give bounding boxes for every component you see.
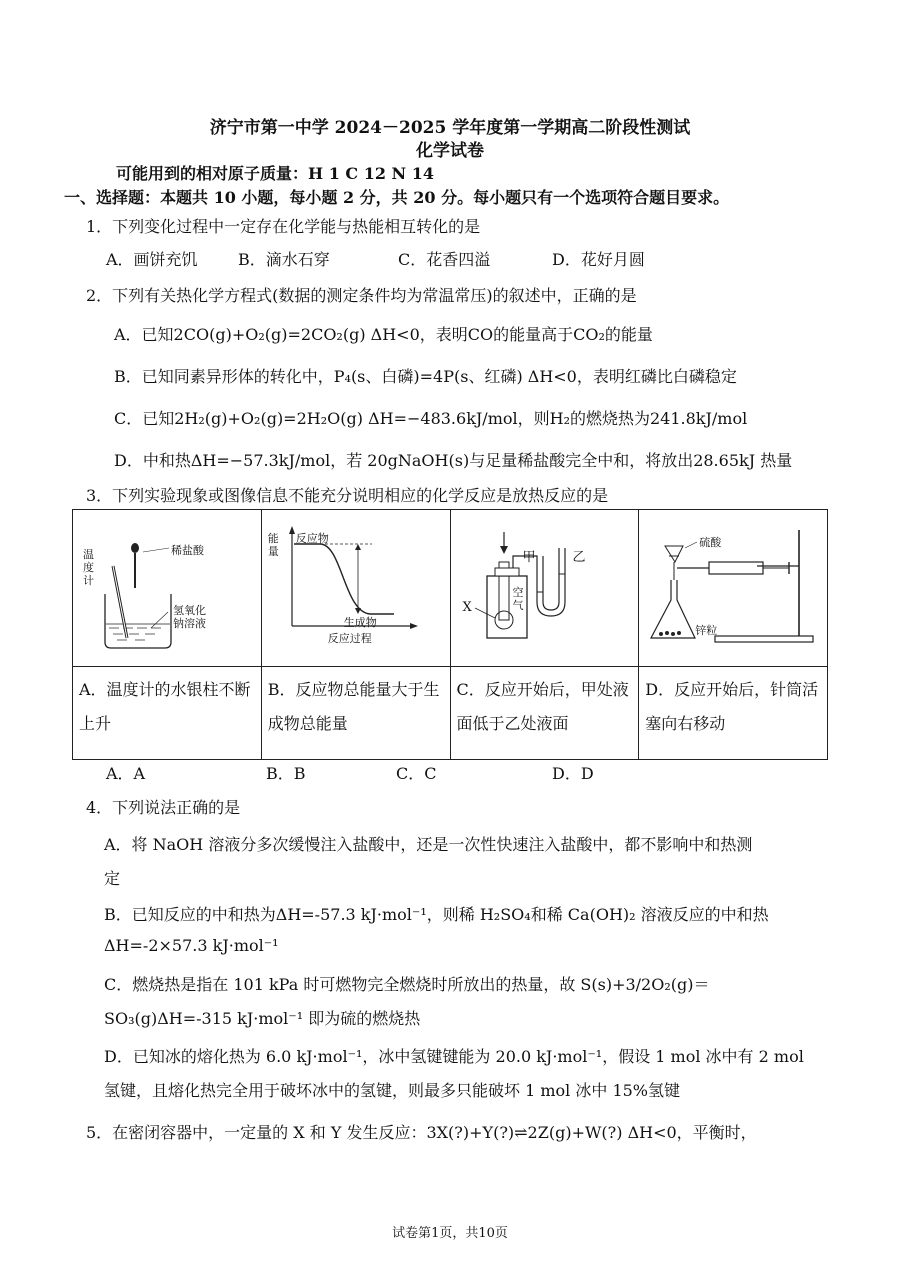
product-label: 生成物 <box>343 616 377 629</box>
q2-stem: 2．下列有关热化学方程式(数据的测定条件均为常温常压)的叙述中，正确的是 <box>86 286 637 305</box>
q1-option-a: A．画饼充饥 <box>106 250 198 269</box>
q3-figure-b <box>261 510 450 667</box>
yi-label: 乙 <box>572 550 586 565</box>
q3-caption-c: C．反应开始后，甲处液面低于乙处液面 <box>450 667 639 760</box>
q3-caption-a: A．温度计的水银柱不断上升 <box>73 667 262 760</box>
syringe-diagram <box>639 510 849 666</box>
exam-subtitle: 化学试卷 <box>416 141 484 161</box>
q4-option-d-line2: 氢键，且熔化热完全用于破坏冰中的氢键，则最多只能破坏 1 mol 冰中 15%氢键 <box>104 1081 681 1100</box>
page-footer: 试卷第1页，共10页 <box>392 1226 508 1241</box>
q4-option-c-line1: C．燃烧热是指在 101 kPa 时可燃物完全燃烧时所放出的热量，故 S(s)+3/2O₂(g)＝ <box>104 975 710 994</box>
q2-option-d: D．中和热ΔH=−57.3kJ/mol，若 20gNaOH(s)与足量稀盐酸完全中和，将放出28.65kJ 热量 <box>114 451 793 470</box>
q4-option-a-line1: A．将 NaOH 溶液分多次缓慢注入盐酸中，还是一次性快速注入盐酸中，都不影响中和热测 <box>104 835 753 854</box>
q4-option-b-line1: B．已知反应的中和热为ΔH=-57.3 kJ·mol⁻¹，则稀 H₂SO₄和稀 Ca(OH)₂ 溶液反应的中和热 <box>104 905 769 924</box>
q3-figure-d <box>639 510 828 667</box>
q3-option-d: D．D <box>552 764 594 783</box>
q3-stem: 3．下列实验现象或图像信息不能充分说明相应的化学反应是放热反应的是 <box>86 486 609 505</box>
q5-stem: 5．在密闭容器中，一定量的 X 和 Y 发生反应：3X(?)+Y(?)⇌2Z(g)+W(?) ΔH<0，平衡时， <box>86 1123 757 1142</box>
q3-caption-d: D．反应开始后，针筒活塞向右移动 <box>639 667 828 760</box>
q3-option-c: C．C <box>396 764 437 783</box>
q4-option-c-line2: SO₃(g)ΔH=-315 kJ·mol⁻¹ 即为硫的燃烧热 <box>104 1009 421 1028</box>
u-tube-diagram <box>451 510 635 666</box>
section-heading: 一、选择题：本题共 10 小题，每小题 2 分，共 20 分。每小题只有一个选项符合题目要求。 <box>64 188 730 207</box>
naoh-label: 氢氧化钠溶液 <box>173 604 206 630</box>
q1-option-c: C．花香四溢 <box>398 250 491 269</box>
air-label: 空气 <box>512 586 524 612</box>
q1-stem: 1．下列变化过程中一定存在化学能与热能相互转化的是 <box>86 217 481 236</box>
reactant-label: 反应物 <box>295 532 329 545</box>
q3-caption-b: B．反应物总能量大于生成物总能量 <box>261 667 450 760</box>
q3-figure-c <box>450 510 639 667</box>
atomic-masses: 可能用到的相对原子质量：H 1 C 12 N 14 <box>116 164 434 183</box>
q3-figure-a <box>73 510 262 667</box>
thermometer-label: 温度计 <box>83 548 94 587</box>
energy-axis-label: 能量 <box>267 532 279 558</box>
q1-option-b: B．滴水石穿 <box>238 250 330 269</box>
acid-label: 稀盐酸 <box>171 544 204 557</box>
q3-figure-table <box>72 509 828 760</box>
q4-stem: 4．下列说法正确的是 <box>86 798 241 817</box>
x-label: X <box>462 600 472 615</box>
jia-label: 甲 <box>522 550 536 565</box>
zinc-label: 锌粒 <box>695 624 718 637</box>
q1-option-d: D．花好月圆 <box>552 250 645 269</box>
q2-option-c: C．已知2H₂(g)+O₂(g)=2H₂O(g) ΔH=−483.6kJ/mol，则H₂的燃烧热为241.8kJ/mol <box>114 409 748 428</box>
q2-option-a: A．已知2CO(g)+O₂(g)=2CO₂(g) ΔH<0，表明CO的能量高于CO₂的能量 <box>114 325 653 344</box>
process-axis-label: 反应过程 <box>327 632 372 645</box>
exam-title: 济宁市第一中学 2024－2025 学年度第一学期高二阶段性测试 <box>209 118 691 138</box>
q3-option-b: B．B <box>266 764 306 783</box>
sulfuric-acid-label: 硫酸 <box>699 536 722 549</box>
beaker-diagram <box>73 510 253 666</box>
q4-option-b-line2: ΔH=-2×57.3 kJ·mol⁻¹ <box>104 936 279 955</box>
q4-option-d-line1: D．已知冰的熔化热为 6.0 kJ·mol⁻¹，冰中氢键键能为 20.0 kJ·mol⁻¹，假设 1 mol 冰中有 2 mol <box>104 1047 804 1066</box>
q3-option-a: A．A <box>106 764 146 783</box>
q2-option-b: B．已知同素异形体的转化中，P₄(s、白磷)=4P(s、红磷) ΔH<0，表明红磷比白磷稳定 <box>114 367 737 386</box>
q4-option-a-line2: 定 <box>104 869 121 888</box>
